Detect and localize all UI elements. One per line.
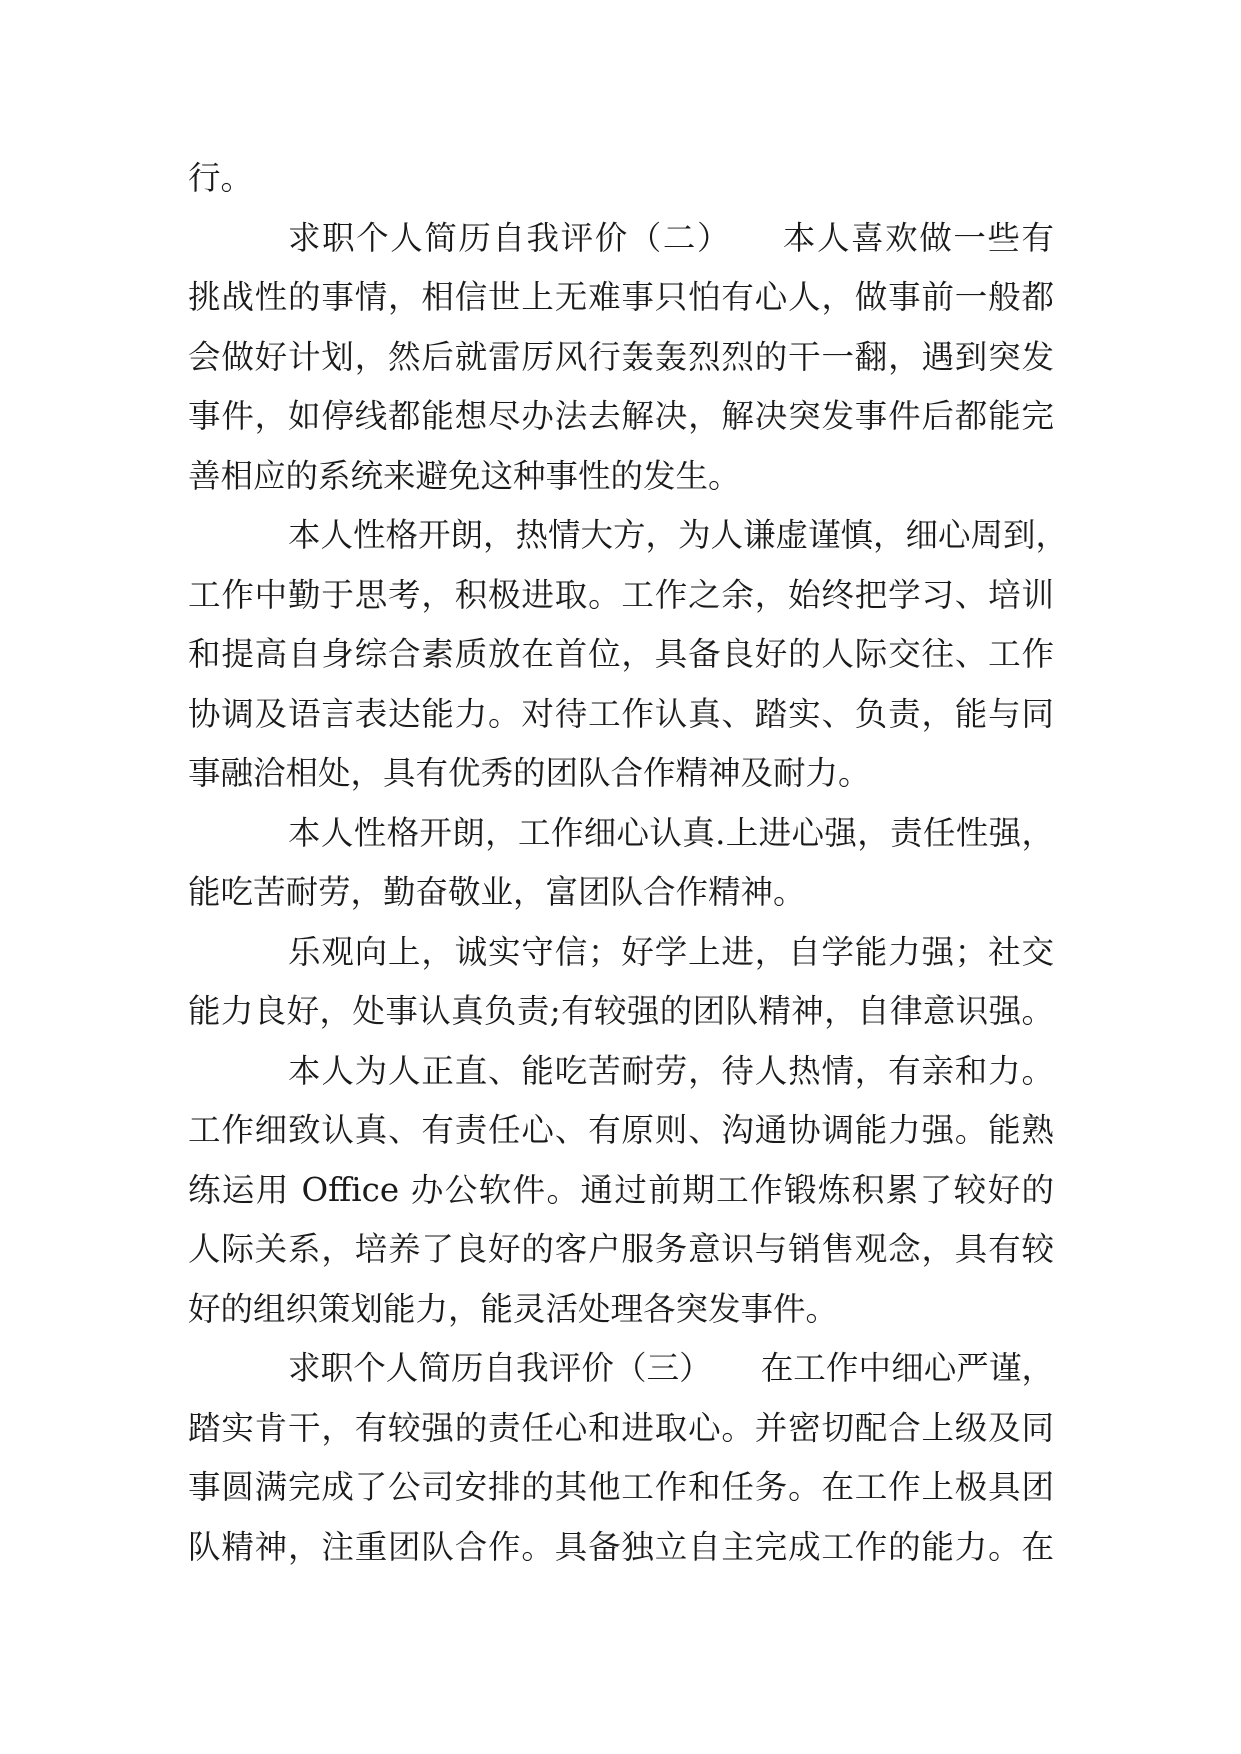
text-line: 善相应的系统来避免这种事性的发生。 <box>188 456 741 495</box>
paragraph-personality-outgoing <box>188 506 1069 804</box>
text-line: 工作中勤于思考，积极进取。工作之余，始终把学习、培训 <box>188 575 1054 614</box>
text-line: 求职个人简历自我评价（三） 在工作中细心严谨， <box>288 1349 1054 1387</box>
text-line: 协调及语言表达能力。对待工作认真、踏实、负责，能与同 <box>188 694 1054 733</box>
text-line: 能吃苦耐劳，勤奋敬业，富团队合作精神。 <box>188 873 806 911</box>
paragraph-optimistic <box>188 923 1054 1042</box>
text-line: 练运用 Office 办公软件。通过前期工作锻炼积累了较好的 <box>188 1170 1054 1209</box>
paragraph-personality-diligent <box>188 804 1054 923</box>
text-line: 会做好计划，然后就雷厉风行轰轰烈烈的干一翻，遇到突发 <box>188 337 1054 376</box>
text-line: 好的组织策划能力，能灵活处理各突发事件。 <box>188 1289 839 1328</box>
paragraph-self-evaluation-two <box>188 209 1054 507</box>
text-line: 本人为人正直、能吃苦耐劳，待人热情，有亲和力。 <box>288 1051 1054 1090</box>
document-body <box>188 149 1069 1577</box>
text-line: 踏实肯干，有较强的责任心和进取心。并密切配合上级及同 <box>188 1408 1054 1447</box>
text-line: 本人性格开朗，热情大方，为人谦虚谨慎，细心周到， <box>288 516 1069 554</box>
text-line: 人际关系，培养了良好的客户服务意识与销售观念，具有较 <box>188 1230 1054 1268</box>
paragraph-self-evaluation-three <box>188 1339 1054 1577</box>
text-line: 求职个人简历自我评价（二） 本人喜欢做一些有 <box>288 218 1054 257</box>
text-line: 行。 <box>188 159 254 197</box>
text-line: 队精神，注重团队合作。具备独立自主完成工作的能力。在 <box>188 1527 1054 1566</box>
text-line: 能力良好，处事认真负责;有较强的团队精神，自律意识强。 <box>188 992 1054 1030</box>
text-line: 事融洽相处，具有优秀的团队合作精神及耐力。 <box>188 754 871 792</box>
paragraph-integrity-skills <box>188 1042 1054 1340</box>
text-line: 工作细致认真、有责任心、有原则、沟通协调能力强。能熟 <box>188 1111 1054 1149</box>
text-line: 事件，如停线都能想尽办法去解决，解决突发事件后都能完 <box>188 397 1054 435</box>
text-line: 本人性格开朗，工作细心认真.上进心强，责任性强， <box>288 813 1054 852</box>
text-line: 挑战性的事情，相信世上无难事只怕有心人，做事前一般都 <box>188 278 1054 316</box>
text-line: 乐观向上，诚实守信；好学上进，自学能力强；社交 <box>288 932 1054 971</box>
text-line: 和提高自身综合素质放在首位，具备良好的人际交往、工作 <box>188 635 1054 673</box>
text-line: 事圆满完成了公司安排的其他工作和任务。在工作上极具团 <box>188 1468 1054 1506</box>
paragraph-continuation <box>188 149 1054 209</box>
